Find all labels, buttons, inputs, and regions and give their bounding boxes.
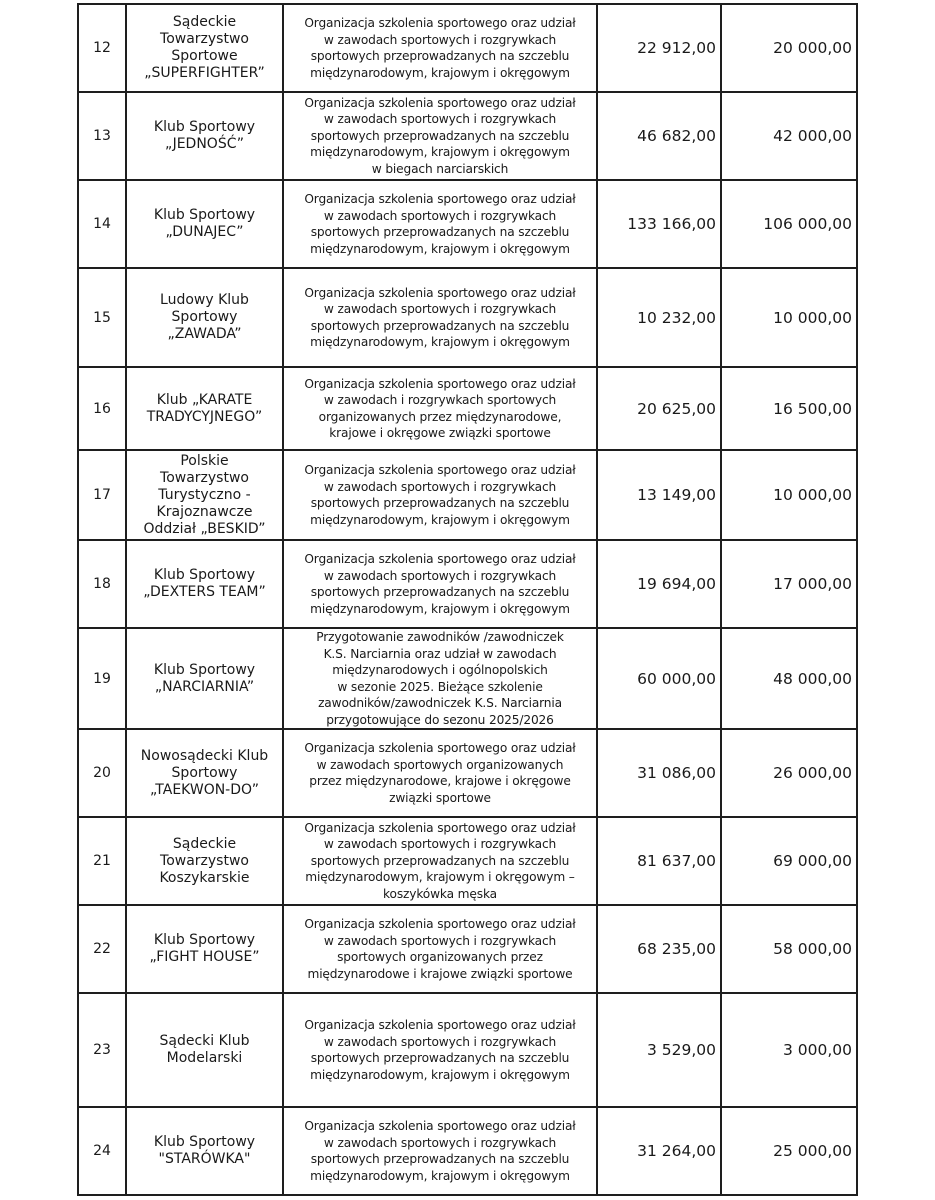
task-description (283, 92, 597, 180)
organization-name-line: Koszykarskie (159, 869, 250, 886)
task-description-line: sportowych przeprowadzanych na szczeblu (310, 128, 570, 143)
row-number: 15 (78, 268, 126, 367)
task-description-line: koszykówka męska (383, 886, 497, 901)
task-description-line: sportowych przeprowadzanych na szczeblu (310, 1051, 570, 1065)
organization-name-line: Klub Sportowy (153, 207, 256, 223)
table-row (78, 4, 857, 92)
table-row (78, 92, 857, 180)
granted-amount: 20 000,00 (721, 4, 857, 92)
organization-name-line: Klub Sportowy (153, 932, 256, 948)
granted-amount: 48 000,00 (721, 628, 857, 729)
task-description-line: w zawodach i rozgrywkach sportowych (323, 393, 557, 407)
table-row (78, 628, 857, 729)
organization-name (126, 92, 283, 180)
task-description-line: międzynarodowym, krajowym i okręgowym (310, 145, 570, 160)
organization-name-line: Ludowy Klub (160, 292, 249, 308)
table-row (78, 817, 857, 905)
table-row (78, 993, 857, 1107)
granted-amount: 10 000,00 (721, 268, 857, 367)
task-description-line: międzynarodowe i krajowe związki sportowe (307, 966, 573, 981)
task-description-line: związki sportowe (389, 790, 491, 805)
organization-name-line: Sądecki Klub (159, 1033, 250, 1049)
task-description-line: w zawodach sportowych i rozgrywkach (323, 32, 557, 47)
row-number: 13 (78, 92, 126, 180)
granted-amount: 42 000,00 (721, 92, 857, 180)
organization-name (126, 905, 283, 993)
organization-name-line: „SUPERFIGHTER” (144, 65, 265, 81)
table-row (78, 180, 857, 268)
granted-amount: 26 000,00 (721, 729, 857, 817)
organization-name-line: „TAEKWON-DO” (149, 781, 260, 798)
task-description-line: K.S. Narciarnia oraz udział w zawodach (323, 646, 557, 661)
organization-name-line: „ZAWADA” (167, 326, 242, 342)
organization-name (126, 450, 283, 540)
requested-amount: 46 682,00 (597, 92, 721, 180)
requested-amount: 31 264,00 (597, 1107, 721, 1195)
granted-amount: 69 000,00 (721, 817, 857, 905)
task-description-line: Organizacja szkolenia sportowego oraz udział (304, 16, 576, 30)
task-description-line: w zawodach sportowych i rozgrywkach (323, 1135, 557, 1150)
organization-name-line: Klub Sportowy (153, 661, 256, 678)
task-description-line: Organizacja szkolenia sportowego oraz udział (304, 376, 576, 391)
task-description-line: sportowych przeprowadzanych na szczeblu (310, 853, 570, 868)
organization-name-line: Sądeckie (172, 14, 237, 30)
task-description (283, 905, 597, 993)
requested-amount: 31 086,00 (597, 729, 721, 817)
task-description (283, 367, 597, 450)
grants-table (77, 3, 858, 1196)
requested-amount: 10 232,00 (597, 268, 721, 367)
organization-name (126, 540, 283, 628)
requested-amount: 20 625,00 (597, 367, 721, 450)
row-number: 20 (78, 729, 126, 817)
granted-amount: 17 000,00 (721, 540, 857, 628)
requested-amount: 13 149,00 (597, 450, 721, 540)
task-description-line: międzynarodowym, krajowym i okręgowym (310, 1168, 570, 1183)
organization-name-line: Sportowy (171, 764, 238, 781)
task-description-line: w zawodach sportowych i rozgrywkach (323, 1034, 557, 1049)
organization-name-line: Towarzystwo (160, 852, 249, 869)
task-description-line: sportowych przeprowadzanych na szczeblu (310, 318, 570, 333)
table-row (78, 1107, 857, 1195)
organization-name-line: Klub Sportowy (153, 119, 256, 135)
organization-name (126, 993, 283, 1107)
organization-name (126, 367, 283, 450)
task-description-line: międzynarodowym, krajowym i okręgowym (310, 512, 570, 527)
task-description-line: międzynarodowym, krajowym i okręgowym (310, 241, 570, 256)
task-description-line: sportowych organizowanych przez (337, 950, 543, 964)
task-description-line: zawodników/zawodniczek K.S. Narciarnia (318, 696, 562, 710)
task-description-line: w zawodach sportowych organizowanych (316, 757, 564, 772)
task-description-line: w biegach narciarskich (371, 161, 509, 176)
table-row (78, 905, 857, 993)
organization-name (126, 4, 283, 92)
task-description-line: międzynarodowym, krajowym i okręgowym (310, 65, 570, 80)
granted-amount: 58 000,00 (721, 905, 857, 993)
organization-name-line: „DUNAJEC” (165, 224, 244, 240)
row-number: 22 (78, 905, 126, 993)
row-number: 14 (78, 180, 126, 268)
table-row (78, 367, 857, 450)
task-description (283, 1107, 597, 1195)
requested-amount: 68 235,00 (597, 905, 721, 993)
granted-amount: 10 000,00 (721, 450, 857, 540)
task-description-line: międzynarodowym, krajowym i okręgowym – (305, 870, 575, 885)
task-description (283, 268, 597, 367)
task-description-line: sportowych przeprowadzanych na szczeblu (310, 496, 570, 510)
task-description (283, 993, 597, 1107)
task-description (283, 729, 597, 817)
task-description-line: w zawodach sportowych i rozgrywkach (323, 479, 557, 494)
task-description-line: organizowanych przez międzynarodowe, (318, 409, 562, 424)
row-number: 21 (78, 817, 126, 905)
row-number: 17 (78, 450, 126, 540)
organization-name-line: Krajoznawcze (156, 503, 253, 520)
organization-name-line: Polskie (180, 452, 229, 469)
requested-amount: 133 166,00 (597, 180, 721, 268)
task-description-line: Organizacja szkolenia sportowego oraz udział (304, 192, 576, 206)
organization-name (126, 180, 283, 268)
task-description-line: sportowych przeprowadzanych na szczeblu (310, 49, 570, 63)
task-description-line: Organizacja szkolenia sportowego oraz udział (304, 1119, 576, 1133)
task-description-line: Organizacja szkolenia sportowego oraz udział (304, 285, 576, 300)
task-description-line: krajowe i okręgowe związki sportowe (329, 426, 551, 440)
granted-amount: 25 000,00 (721, 1107, 857, 1195)
task-description-line: w zawodach sportowych i rozgrywkach (323, 208, 557, 223)
task-description-line: sportowych przeprowadzanych na szczeblu (310, 1152, 570, 1166)
table-row (78, 450, 857, 540)
task-description-line: międzynarodowych i ogólnopolskich (332, 663, 548, 677)
organization-name (126, 628, 283, 729)
task-description-line: Organizacja szkolenia sportowego oraz udział (304, 820, 576, 835)
task-description-line: międzynarodowym, krajowym i okręgowym (310, 1067, 570, 1082)
organization-name-line: Klub Sportowy (153, 567, 256, 583)
organization-name-line: Turystyczno - (158, 486, 251, 503)
row-number: 18 (78, 540, 126, 628)
task-description-line: międzynarodowym, krajowym i okręgowym (310, 601, 570, 616)
grants-table-body (78, 4, 857, 1195)
task-description (283, 817, 597, 905)
organization-name-line: Klub „KARATE (156, 391, 253, 408)
organization-name-line: "STARÓWKA" (158, 1151, 251, 1167)
organization-name (126, 1107, 283, 1195)
task-description (283, 540, 597, 628)
organization-name-line: Modelarski (166, 1050, 243, 1066)
organization-name-line: Towarzystwo (160, 31, 249, 47)
task-description-line: przez międzynarodowe, krajowe i okręgowe (309, 774, 571, 788)
organization-name (126, 817, 283, 905)
row-number: 19 (78, 628, 126, 729)
task-description-line: sportowych przeprowadzanych na szczeblu (310, 585, 570, 599)
organization-name-line: „DEXTERS TEAM” (143, 584, 266, 600)
task-description-line: w zawodach sportowych i rozgrywkach (323, 837, 557, 852)
task-description-line: sportowych przeprowadzanych na szczeblu (310, 225, 570, 239)
task-description-line: Organizacja szkolenia sportowego oraz udział (304, 917, 576, 931)
task-description-line: w zawodach sportowych i rozgrywkach (323, 568, 557, 583)
row-number: 24 (78, 1107, 126, 1195)
task-description (283, 4, 597, 92)
task-description (283, 180, 597, 268)
table-row (78, 729, 857, 817)
task-description-line: Organizacja szkolenia sportowego oraz udział (304, 741, 576, 755)
granted-amount: 16 500,00 (721, 367, 857, 450)
task-description-line: Organizacja szkolenia sportowego oraz udział (304, 463, 576, 477)
requested-amount: 60 000,00 (597, 628, 721, 729)
table-row (78, 268, 857, 367)
task-description-line: w zawodach sportowych i rozgrywkach (323, 112, 557, 127)
task-description-line: w sezonie 2025. Bieżące szkolenie (337, 679, 543, 694)
organization-name-line: Oddział „BESKID” (143, 520, 266, 537)
organization-name-line: „JEDNOŚĆ” (165, 136, 244, 152)
organization-name-line: TRADYCYJNEGO” (146, 408, 263, 425)
row-number: 23 (78, 993, 126, 1107)
organization-name (126, 268, 283, 367)
organization-name (126, 729, 283, 817)
task-description-line: Organizacja szkolenia sportowego oraz udział (304, 95, 576, 110)
organization-name-line: Sportowe (171, 48, 238, 64)
requested-amount: 3 529,00 (597, 993, 721, 1107)
row-number: 16 (78, 367, 126, 450)
organization-name-line: Towarzystwo (160, 469, 249, 486)
organization-name-line: Sądeckie (172, 835, 237, 852)
task-description (283, 628, 597, 729)
requested-amount: 19 694,00 (597, 540, 721, 628)
organization-name-line: Klub Sportowy (153, 1134, 256, 1150)
requested-amount: 22 912,00 (597, 4, 721, 92)
task-description-line: przygotowujące do sezonu 2025/2026 (326, 712, 554, 727)
row-number: 12 (78, 4, 126, 92)
task-description-line: Organizacja szkolenia sportowego oraz udział (304, 1018, 576, 1032)
task-description-line: w zawodach sportowych i rozgrywkach (323, 933, 557, 948)
task-description (283, 450, 597, 540)
organization-name-line: „NARCIARNIA” (154, 678, 255, 695)
task-description-line: Organizacja szkolenia sportowego oraz udział (304, 552, 576, 566)
table-row (78, 540, 857, 628)
granted-amount: 3 000,00 (721, 993, 857, 1107)
organization-name-line: Nowosądecki Klub (140, 747, 269, 764)
task-description-line: Przygotowanie zawodników /zawodniczek (316, 630, 564, 644)
granted-amount: 106 000,00 (721, 180, 857, 268)
organization-name-line: „FIGHT HOUSE” (149, 949, 260, 965)
task-description-line: w zawodach sportowych i rozgrywkach (323, 302, 557, 316)
requested-amount: 81 637,00 (597, 817, 721, 905)
organization-name-line: Sportowy (171, 309, 238, 325)
task-description-line: międzynarodowym, krajowym i okręgowym (310, 335, 570, 349)
